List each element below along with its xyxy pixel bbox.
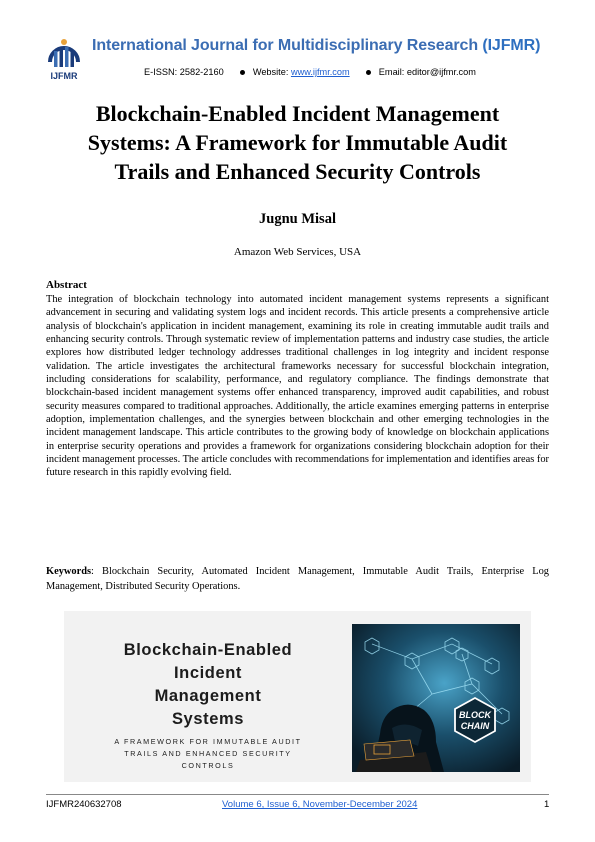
volume-issue-link[interactable]: Volume 6, Issue 6, November-December 2024 <box>222 799 418 810</box>
journal-abbreviation: (IJFMR) <box>482 37 541 54</box>
blockchain-illustration <box>352 624 520 772</box>
figure-subtitle-line: A FRAMEWORK FOR IMMUTABLE AUDIT <box>114 737 302 746</box>
article-title-line: Trails and Enhanced Security Controls <box>114 159 481 184</box>
author-name: Jugnu Misal <box>259 211 336 227</box>
bullet-icon <box>366 70 371 75</box>
figure-title-line: Incident <box>173 664 243 682</box>
figure-title-line: Systems <box>171 710 245 728</box>
image-label-chain: CHAIN <box>460 721 490 731</box>
abstract-heading: Abstract <box>46 279 87 291</box>
figure-subtitle-line: CONTROLS <box>181 761 235 770</box>
keywords-list: : Blockchain Security, Automated Incident Management, Immutable Audit Trails, Enterprise Log Management, Distributed Security Operations. <box>46 566 549 592</box>
figure-title-line: Management <box>154 687 262 705</box>
journal-name <box>92 37 572 55</box>
figure-subtitle <box>74 736 342 772</box>
figure-title <box>64 639 352 731</box>
article-id: IJFMR240632708 <box>46 799 122 810</box>
email: Email: editor@ijfmr.com <box>378 67 476 77</box>
author-affiliation: Amazon Web Services, USA <box>233 246 362 258</box>
article-title <box>46 99 549 186</box>
website-label: Website: <box>252 67 289 77</box>
journal-logo <box>44 34 84 82</box>
eissn: E-ISSN: 2582-2160 <box>144 67 224 77</box>
bullet-icon <box>240 70 245 75</box>
image-label-block: BLOCK <box>459 710 491 720</box>
page-number: 1 <box>544 799 550 810</box>
article-title-line: Systems: A Framework for Immutable Audit <box>87 130 508 155</box>
journal-name-text: International Journal for Multidisciplinary Research <box>92 37 478 54</box>
figure-text-panel <box>64 611 352 782</box>
journal-contact-line <box>144 67 476 77</box>
abstract-text: The integration of blockchain technology into automated incident management systems represents a significant advancement in securing and validating system logs and incident records. This article presents a comprehensive article analysis of blockchain's application in incident management, examining its role in creating immutable audit trails and enhancing security controls. Through systematic review of implementation patterns and industry case studies, the article explores how distributed ledger technology addresses traditional challenges in log integrity and incident response validation. The article investigates the architectural frameworks necessary for successful blockchain integration, including considerations for scalability, performance, and regulatory compliance. The findings demonstrate that blockchain-based incident management systems offer enhanced transparency, improved audit capabilities, and robust security measures compared to traditional approaches. Additionally, the article examines emerging patterns in enterprise adoption, implementation challenges, and the synergies between blockchain and other emerging technologies in the incident management landscape. This article contributes to the growing body of knowledge on blockchain applications in enterprise security operations and provides a framework for organizations considering blockchain adoption for their incident management processes. The article concludes with recommendations for implementation and identifies areas for future research in this rapidly evolving field. <box>46 294 550 479</box>
keywords <box>46 564 549 594</box>
figure-title-line: Blockchain-Enabled <box>123 641 293 659</box>
cover-figure <box>64 611 531 782</box>
website-link[interactable]: www.ijfmr.com <box>290 67 350 77</box>
figure-subtitle-line: TRAILS AND ENHANCED SECURITY <box>124 749 292 758</box>
footer-divider <box>46 794 549 795</box>
logo-text: IJFMR <box>50 71 78 81</box>
keywords-label: Keywords <box>46 566 92 577</box>
article-title-line: Blockchain-Enabled Incident Management <box>95 101 500 126</box>
